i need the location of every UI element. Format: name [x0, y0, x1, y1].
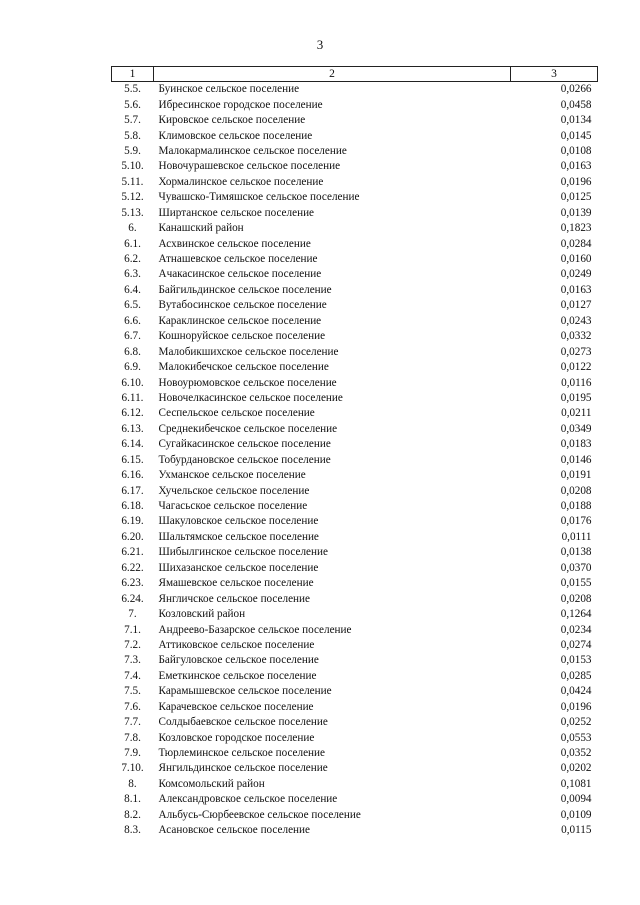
- settlement-name: Сугайкасинское сельское поселение: [158, 438, 331, 451]
- share-value: 0,0273: [560, 345, 592, 358]
- table-row: [112, 82, 598, 98]
- table-row: [112, 221, 598, 236]
- row-number: 6.9.: [124, 361, 141, 374]
- settlement-name: Байгильдинское сельское поселение: [158, 283, 332, 296]
- share-value: 0,0160: [560, 253, 592, 266]
- table-row: [112, 97, 598, 112]
- share-value: 0,1264: [560, 608, 592, 621]
- settlement-name: Янгильдинское сельское поселение: [158, 762, 328, 775]
- row-number: 8.3.: [124, 824, 141, 837]
- row-number: 5.5.: [124, 83, 141, 96]
- table-row: [112, 314, 598, 329]
- table-row: [112, 283, 598, 298]
- table-row: [112, 669, 598, 684]
- share-value: 0,0211: [561, 407, 592, 420]
- share-value: 0,0134: [560, 114, 592, 127]
- share-value: 0,0553: [560, 731, 592, 744]
- settlement-name: Козловский район: [158, 608, 246, 621]
- share-value: 0,0208: [560, 592, 592, 605]
- share-value: 0,0208: [560, 484, 592, 497]
- share-value: 0,0111: [561, 530, 592, 543]
- settlement-name: Малокибечское сельское поселение: [158, 361, 329, 374]
- table-row: [112, 391, 598, 406]
- settlement-name: Малокармалинское сельское поселение: [158, 144, 347, 157]
- share-value: 0,0424: [560, 685, 592, 698]
- share-value: 0,0332: [560, 330, 592, 343]
- table-row: [112, 761, 598, 776]
- row-number: 6.2.: [124, 253, 141, 266]
- row-number: 7.2.: [124, 638, 141, 651]
- settlement-name: Асановское сельское поселение: [158, 824, 310, 837]
- table-row: [112, 159, 598, 174]
- table-header: [112, 67, 598, 82]
- share-value: 0,0127: [560, 299, 592, 312]
- table-row: [112, 514, 598, 529]
- table-row: [112, 622, 598, 637]
- share-value: 0,0202: [560, 762, 592, 775]
- settlement-name: Ухманское сельское поселение: [158, 469, 306, 482]
- share-value: 0,0109: [560, 808, 592, 821]
- table-row: [112, 607, 598, 622]
- row-number: 7.4.: [124, 669, 141, 682]
- share-value: 0,0145: [560, 129, 592, 142]
- settlement-name: Ширтанское сельское поселение: [158, 206, 315, 219]
- share-value: 0,0163: [560, 283, 592, 296]
- share-value: 0,0352: [560, 747, 592, 760]
- settlement-name: Тобурдановское сельское поселение: [158, 453, 331, 466]
- table-row: [112, 298, 598, 313]
- settlement-name: Аттиковское сельское поселение: [158, 638, 315, 651]
- settlement-name: Новоурюмовское сельское поселение: [158, 376, 337, 389]
- table-row: [112, 406, 598, 421]
- row-number: 6.11.: [121, 391, 144, 404]
- column-header-name: 2: [154, 67, 511, 82]
- table-row: [112, 730, 598, 745]
- settlement-name: Тюрлеминское сельское поселение: [158, 747, 326, 760]
- row-number: 6.22.: [121, 561, 144, 574]
- table-row: [112, 236, 598, 251]
- share-value: 0,0183: [560, 438, 592, 451]
- share-value: 0,0249: [560, 268, 592, 281]
- share-value: 0,0195: [560, 391, 592, 404]
- table-row: [112, 190, 598, 205]
- share-value: 0,0196: [560, 175, 592, 188]
- settlement-name: Канашский район: [158, 222, 244, 235]
- share-value: 0,0285: [560, 669, 592, 682]
- row-number: 6.: [128, 222, 137, 235]
- share-value: 0,0274: [560, 638, 592, 651]
- share-value: 0,0122: [560, 361, 592, 374]
- share-value: 0,0243: [560, 314, 592, 327]
- settlement-name: Климовское сельское поселение: [158, 129, 313, 142]
- row-number: 7.: [128, 608, 137, 621]
- settlement-name: Карачевское сельское поселение: [158, 700, 314, 713]
- share-value: 0,0146: [560, 453, 592, 466]
- row-number: 6.13.: [121, 422, 144, 435]
- table-row: [112, 344, 598, 359]
- settlement-name: Среднекибечское сельское поселение: [158, 422, 338, 435]
- settlement-name: Байгуловское сельское поселение: [158, 654, 319, 667]
- table-row: [112, 206, 598, 221]
- settlement-name: Шибылгинское сельское поселение: [158, 546, 328, 559]
- settlement-name: Еметкинское сельское поселение: [158, 669, 317, 682]
- row-number: 6.23.: [121, 577, 144, 590]
- table-row: [112, 684, 598, 699]
- row-number: 8.2.: [124, 808, 141, 821]
- share-value: 0,0234: [560, 623, 592, 636]
- table-row: [112, 700, 598, 715]
- table-row: [112, 499, 598, 514]
- row-number: 6.17.: [121, 484, 144, 497]
- row-number: 5.7.: [124, 114, 141, 127]
- row-number: 6.10.: [121, 376, 144, 389]
- table-body: [112, 82, 598, 839]
- table-row: [112, 591, 598, 606]
- settlement-name: Вутабосинское сельское поселение: [158, 299, 327, 312]
- row-number: 6.21.: [121, 546, 144, 559]
- table-row: [112, 267, 598, 282]
- column-header-value: 3: [511, 67, 598, 82]
- row-number: 5.11.: [121, 175, 144, 188]
- row-number: 5.6.: [124, 98, 141, 111]
- settlement-name: Андреево-Базарское сельское поселение: [158, 623, 352, 636]
- settlement-name: Альбусь-Сюрбеевское сельское поселение: [158, 808, 361, 821]
- row-number: 7.10.: [121, 762, 144, 775]
- share-value: 0,0163: [560, 160, 592, 173]
- share-value: 0,0252: [560, 716, 592, 729]
- row-number: 6.4.: [124, 283, 141, 296]
- share-value: 0,0155: [560, 577, 592, 590]
- settlement-name: Шакуловское сельское поселение: [158, 515, 319, 528]
- row-number: 6.18.: [121, 500, 144, 513]
- settlement-name: Кировское сельское поселение: [158, 114, 306, 127]
- row-number: 6.20.: [121, 530, 144, 543]
- row-number: 8.: [128, 777, 137, 790]
- table-row: [112, 128, 598, 143]
- table-row: [112, 144, 598, 159]
- table-row: [112, 653, 598, 668]
- settlement-name: Новочелкасинское сельское поселение: [158, 391, 343, 404]
- row-number: 6.12.: [121, 407, 144, 420]
- table-row: [112, 638, 598, 653]
- row-number: 7.7.: [124, 716, 141, 729]
- share-value: 0,0196: [560, 700, 592, 713]
- settlement-name: Кошноруйское сельское поселение: [158, 330, 326, 343]
- share-value: 0,0458: [560, 98, 592, 111]
- row-number: 6.5.: [124, 299, 141, 312]
- row-number: 5.12.: [121, 191, 144, 204]
- share-value: 0,1823: [560, 222, 592, 235]
- share-value: 0,0108: [560, 144, 592, 157]
- table-row: [112, 746, 598, 761]
- share-value: 0,0139: [560, 206, 592, 219]
- table-row: [112, 468, 598, 483]
- row-number: 7.1.: [124, 623, 141, 636]
- row-number: 6.1.: [124, 237, 141, 250]
- settlement-name: Ибресинское городское поселение: [158, 98, 323, 111]
- share-value: 0,0191: [560, 469, 592, 482]
- row-number: 5.13.: [121, 206, 144, 219]
- row-number: 7.6.: [124, 700, 141, 713]
- settlement-name: Атнашевское сельское поселение: [158, 253, 318, 266]
- header-row: [112, 67, 598, 82]
- table-row: [112, 113, 598, 128]
- row-number: 7.3.: [124, 654, 141, 667]
- table-row: [112, 823, 598, 838]
- settlement-name: Шальтямское сельское поселение: [158, 530, 319, 543]
- row-number: 5.9.: [124, 144, 141, 157]
- page-number: 3: [316, 37, 324, 52]
- table-row: [112, 360, 598, 375]
- settlement-name: Комсомольский район: [158, 777, 265, 790]
- table-row: [112, 453, 598, 468]
- settlement-name: Сеспельское сельское поселение: [158, 407, 315, 420]
- row-number: 6.7.: [124, 330, 141, 343]
- share-value: 0,0266: [560, 83, 592, 96]
- share-value: 0,0116: [561, 376, 592, 389]
- settlement-name: Хучельское сельское поселение: [158, 484, 310, 497]
- table-row: [112, 437, 598, 452]
- settlement-name: Новочурашевское сельское поселение: [158, 160, 341, 173]
- table-row: [112, 561, 598, 576]
- share-value: 0,0094: [560, 793, 592, 806]
- share-value: 0,0349: [560, 422, 592, 435]
- settlement-name: Караклинское сельское поселение: [158, 314, 322, 327]
- table-row: [112, 483, 598, 498]
- share-value: 0,0284: [560, 237, 592, 250]
- row-number: 7.8.: [124, 731, 141, 744]
- settlement-name: Ямашевское сельское поселение: [158, 577, 314, 590]
- settlement-name: Буинское сельское поселение: [158, 83, 300, 96]
- settlement-name: Шихазанское сельское поселение: [158, 561, 319, 574]
- table-row: [112, 329, 598, 344]
- share-value: 0,0188: [560, 500, 592, 513]
- settlement-name: Козловское городское поселение: [158, 731, 315, 744]
- row-number: 5.10.: [121, 160, 144, 173]
- table-row: [112, 715, 598, 730]
- row-number: 6.3.: [124, 268, 141, 281]
- row-number: 6.15.: [121, 453, 144, 466]
- table-row: [112, 422, 598, 437]
- table-row: [112, 576, 598, 591]
- row-number: 6.24.: [121, 592, 144, 605]
- settlement-name: Янгличское сельское поселение: [158, 592, 310, 605]
- table-row: [112, 252, 598, 267]
- share-value: 0,0115: [561, 824, 592, 837]
- table-row: [112, 530, 598, 545]
- table-row: [112, 792, 598, 807]
- table-row: [112, 175, 598, 190]
- row-number: 6.6.: [124, 314, 141, 327]
- table-row: [112, 777, 598, 792]
- settlement-name: Чагасьское сельское поселение: [158, 500, 308, 513]
- settlement-name: Солдыбаевское сельское поселение: [158, 716, 328, 729]
- row-number: 6.19.: [121, 515, 144, 528]
- share-value: 0,0138: [560, 546, 592, 559]
- share-value: 0,0176: [560, 515, 592, 528]
- share-value: 0,0153: [560, 654, 592, 667]
- share-value: 0,0125: [560, 191, 592, 204]
- settlement-name: Малобикшихское сельское поселение: [158, 345, 339, 358]
- settlement-name: Ачакасинское сельское поселение: [158, 268, 322, 281]
- table-row: [112, 545, 598, 560]
- column-header-number: 1: [112, 67, 154, 82]
- row-number: 6.14.: [121, 438, 144, 451]
- row-number: 7.5.: [124, 685, 141, 698]
- share-value: 0,0370: [560, 561, 592, 574]
- row-number: 6.8.: [124, 345, 141, 358]
- settlement-name: Асхвинское сельское поселение: [158, 237, 311, 250]
- table-row: [112, 375, 598, 390]
- row-number: 5.8.: [124, 129, 141, 142]
- settlement-name: Александровское сельское поселение: [158, 793, 338, 806]
- row-number: 7.9.: [124, 747, 141, 760]
- share-value: 0,1081: [560, 777, 592, 790]
- table-row: [112, 808, 598, 823]
- settlement-name: Карамышевское сельское поселение: [158, 685, 332, 698]
- settlement-name: Чувашско-Тимяшское сельское поселение: [158, 191, 360, 204]
- allocation-table: [111, 66, 598, 838]
- row-number: 8.1.: [124, 793, 141, 806]
- row-number: 6.16.: [121, 469, 144, 482]
- settlement-name: Хормалинское сельское поселение: [158, 175, 324, 188]
